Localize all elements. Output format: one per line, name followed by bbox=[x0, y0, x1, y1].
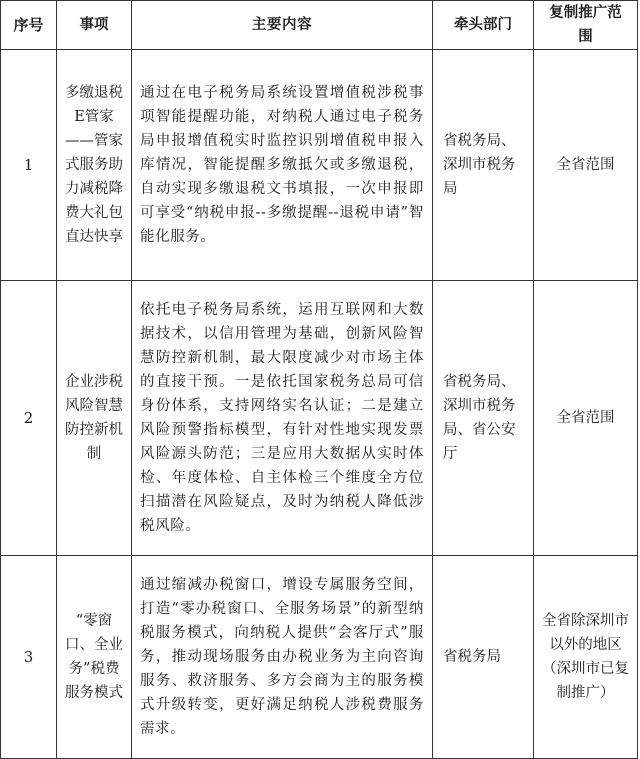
table-header-row bbox=[1, 1, 638, 50]
row-number: 2 bbox=[1, 281, 57, 556]
row-dept: 省税务局、深圳市税务局 bbox=[433, 50, 534, 281]
row-scope: 全省范围 bbox=[534, 50, 638, 281]
table-row bbox=[1, 281, 638, 556]
row-dept: 省税务局 bbox=[433, 556, 534, 759]
row-number: 3 bbox=[1, 556, 57, 759]
header-content: 主要内容 bbox=[132, 1, 433, 50]
row-item: 多缴退税E管家——管家式服务助力减税降费大礼包直达快享 bbox=[57, 50, 132, 281]
row-scope: 全省范围 bbox=[534, 281, 638, 556]
header-item: 事项 bbox=[57, 1, 132, 50]
row-item: 企业涉税风险智慧防控新机制 bbox=[57, 281, 132, 556]
table-row bbox=[1, 556, 638, 759]
row-content: 通过缩减办税窗口，增设专属服务空间，打造“零办税窗口、全服务场景”的新型纳税服务模式，向纳税人提供“会客厅式”服务，推动现场服务由办税业务为主向咨询服务、救济服务、多方会商为主的服务模式升级转变，更好满足纳税人涉税费服务需求。 bbox=[132, 556, 433, 759]
header-dept: 牵头部门 bbox=[433, 1, 534, 50]
row-content: 通过在电子税务局系统设置增值税涉税事项智能提醒功能，对纳税人通过电子税务局申报增值税实时监控识别增值税申报入库情况，智能提醒多缴抵欠或多缴退税，自动实现多缴退税文书填报，一次申报即可享受“纳税申报--多缴提醒--退税申请”智能化服务。 bbox=[132, 50, 433, 281]
row-number: 1 bbox=[1, 50, 57, 281]
header-scope: 复制推广范围 bbox=[534, 1, 638, 50]
row-dept: 省税务局、深圳市税务局、省公安厅 bbox=[433, 281, 534, 556]
table-row bbox=[1, 50, 638, 281]
row-item: “零窗口、全业务”税费服务模式 bbox=[57, 556, 132, 759]
row-scope: 全省除深圳市以外的地区（深圳市已复制推广） bbox=[534, 556, 638, 759]
header-no: 序号 bbox=[1, 1, 57, 50]
row-content: 依托电子税务局系统，运用互联网和大数据技术，以信用管理为基础，创新风险智慧防控新机制，最大限度减少对市场主体的直接干预。一是依托国家税务总局可信身份体系，支持网络实名认证；二是建立风险预警指标模型，有针对性地实现发票风险源头防范；三是应用大数据从实时体检、年度体检、自主体检三个维度全方位扫描潜在风险疑点，及时为纳税人降低涉税风险。 bbox=[132, 281, 433, 556]
